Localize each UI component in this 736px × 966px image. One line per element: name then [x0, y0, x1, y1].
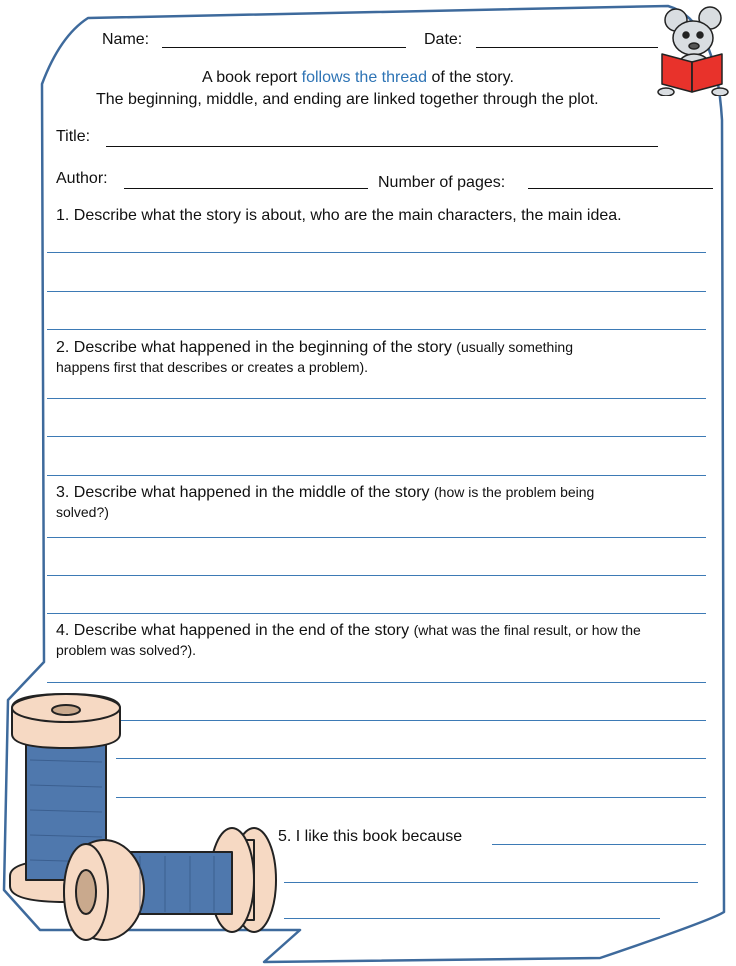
question-5-text: 5. I like this book because — [278, 828, 463, 845]
question-3-main: 3. Describe what happened in the middle of the story — [56, 484, 430, 501]
question-2-note-cont: happens first that describes or creates a problem). — [56, 359, 369, 375]
answer-line[interactable] — [47, 575, 706, 576]
intro-highlight: follows the thread — [301, 69, 428, 86]
question-3-note: (how is the problem being — [434, 484, 595, 500]
author-label: Author: — [56, 170, 108, 187]
pages-blank[interactable] — [528, 188, 713, 189]
answer-line[interactable] — [47, 475, 706, 476]
intro-text-end: of the story. — [427, 69, 514, 86]
answer-line[interactable] — [47, 436, 706, 437]
thread-spools-icon — [0, 690, 290, 966]
answer-line[interactable] — [47, 398, 706, 399]
question-4-main: 4. Describe what happened in the end of the story — [56, 622, 410, 639]
question-2-main: 2. Describe what happened in the beginning of the story — [56, 339, 452, 356]
intro-line-1 — [202, 69, 514, 87]
date-blank[interactable] — [476, 47, 658, 48]
answer-line[interactable] — [47, 252, 706, 253]
answer-line[interactable] — [284, 918, 660, 919]
question-4-note-cont: problem was solved?). — [56, 642, 197, 658]
title-blank[interactable] — [106, 146, 658, 147]
question-1-text: 1. Describe what the story is about, who are the main characters, the main idea. — [56, 207, 622, 224]
question-2-text — [56, 338, 573, 357]
answer-line[interactable] — [284, 882, 698, 883]
name-blank[interactable] — [162, 47, 406, 48]
question-4-note: (what was the final result, or how the — [413, 622, 641, 638]
question-3-note-cont: solved?) — [56, 504, 109, 520]
mouse-reading-book-icon — [654, 4, 732, 96]
answer-line[interactable] — [492, 844, 706, 845]
question-3-text — [56, 483, 594, 502]
answer-line[interactable] — [47, 291, 706, 292]
date-label: Date: — [424, 31, 463, 48]
answer-line[interactable] — [47, 329, 706, 330]
question-2-note: (usually something — [456, 339, 574, 355]
answer-line[interactable] — [47, 613, 706, 614]
author-blank[interactable] — [124, 188, 368, 189]
intro-line-2: The beginning, middle, and ending are linked together through the plot. — [96, 91, 599, 108]
pages-label: Number of pages: — [378, 174, 506, 191]
intro-text-start: A book report — [202, 69, 302, 86]
name-label: Name: — [102, 31, 150, 48]
title-label: Title: — [56, 128, 91, 145]
answer-line[interactable] — [47, 682, 706, 683]
question-4-text — [56, 621, 641, 640]
answer-line[interactable] — [47, 537, 706, 538]
